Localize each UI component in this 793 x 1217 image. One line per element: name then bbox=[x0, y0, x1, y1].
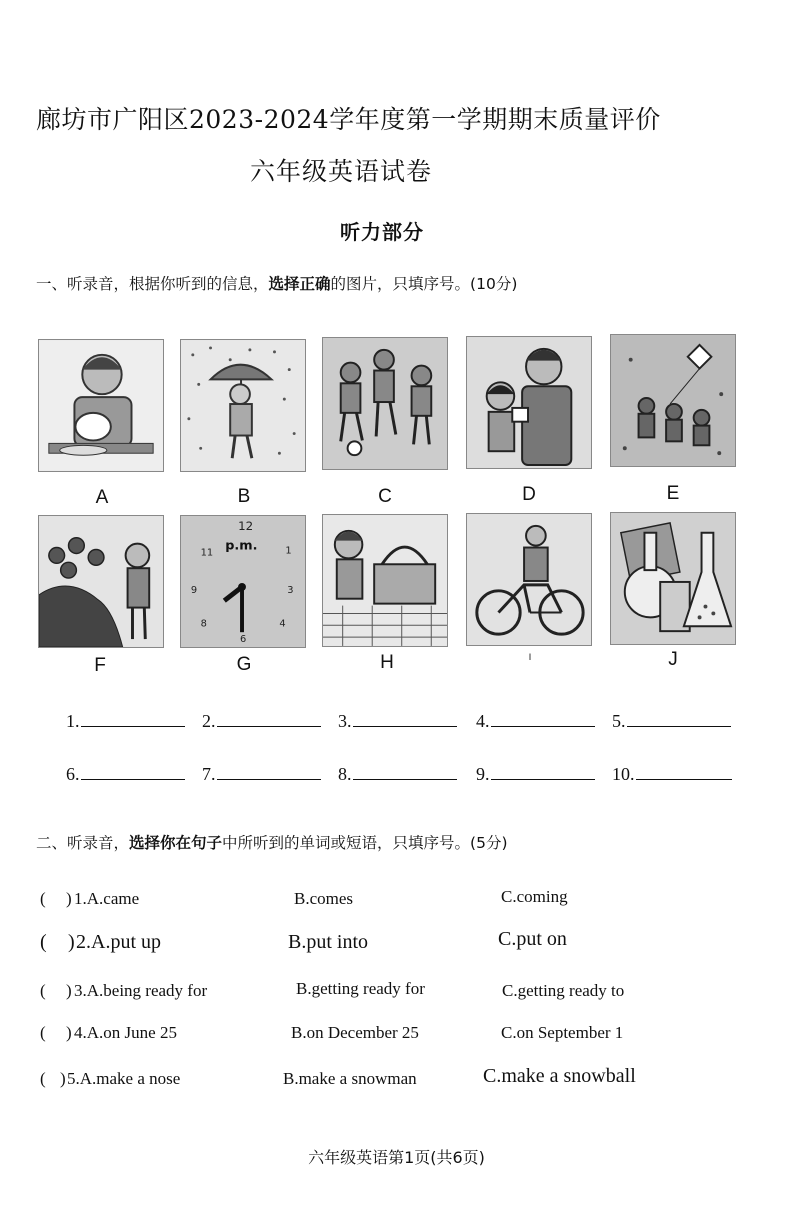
clock-pm-label: p.m. bbox=[225, 538, 258, 554]
picture-letter: D bbox=[522, 484, 536, 505]
part2-bold: 选择你在句子 bbox=[129, 834, 223, 852]
picture-letter: F bbox=[94, 655, 106, 676]
picnic-basket-icon bbox=[323, 515, 447, 646]
option-b: B.comes bbox=[294, 889, 354, 908]
umbrella-rain-icon bbox=[181, 340, 305, 471]
clock-icon bbox=[181, 516, 305, 647]
flasks-icon bbox=[611, 513, 735, 644]
picture-b bbox=[180, 339, 306, 472]
option-c: C.make a snowball bbox=[483, 1065, 636, 1087]
part2-instruction bbox=[36, 831, 508, 853]
blank-number: 4. bbox=[476, 711, 490, 731]
picture-letter: J bbox=[668, 649, 678, 670]
picture-h bbox=[322, 514, 448, 647]
picture-i bbox=[466, 513, 592, 646]
picture-j bbox=[610, 512, 736, 645]
option-a: 1.A.came bbox=[74, 889, 140, 908]
picture-a bbox=[38, 339, 164, 472]
option-a: 2.A.put up bbox=[76, 931, 161, 953]
answer-paren-right: ) bbox=[66, 889, 72, 908]
svg-text:8: 8 bbox=[200, 618, 207, 630]
option-b: B.on December 25 bbox=[291, 1023, 419, 1042]
answer-blank[interactable] bbox=[476, 711, 595, 732]
answer-paren-left[interactable]: ( bbox=[40, 981, 46, 1000]
blank-number: 1. bbox=[66, 711, 80, 731]
blank-number: 2. bbox=[202, 711, 216, 731]
blank-number: 7. bbox=[202, 764, 216, 784]
part1-number: 一、 bbox=[36, 275, 68, 293]
page-footer: 六年级英语第1页(共6页) bbox=[308, 1148, 485, 1167]
part2-text: 听录音， bbox=[67, 834, 130, 852]
answer-paren-left[interactable]: ( bbox=[40, 1023, 46, 1042]
question-row-4 bbox=[40, 1023, 760, 1049]
answer-blank[interactable] bbox=[476, 764, 595, 785]
part1-text: 听录音，根据你听到的信息， bbox=[67, 275, 269, 293]
answer-blank[interactable] bbox=[202, 764, 321, 785]
picture-d bbox=[466, 336, 592, 469]
exam-title: 廊坊市广阳区2023-2024学年度第一学期期末质量评价 bbox=[36, 105, 661, 134]
option-c: C.put on bbox=[498, 928, 567, 950]
picture-letter: B bbox=[237, 486, 251, 507]
kite-children-icon bbox=[611, 335, 735, 466]
part1-instruction bbox=[36, 272, 517, 294]
part1-bold: 选择正确 bbox=[268, 275, 331, 293]
picture-letter: E bbox=[666, 483, 680, 504]
father-gift-icon bbox=[467, 337, 591, 468]
svg-text:12: 12 bbox=[238, 518, 254, 533]
picture-f bbox=[38, 515, 164, 648]
option-c: C.on September 1 bbox=[501, 1023, 624, 1042]
svg-text:6: 6 bbox=[240, 634, 247, 646]
picture-g bbox=[180, 515, 306, 648]
svg-text:1: 1 bbox=[285, 545, 292, 557]
question-row-3 bbox=[40, 981, 760, 1007]
option-b: B.put into bbox=[288, 931, 369, 953]
answer-blank[interactable] bbox=[338, 711, 457, 732]
option-b: B.getting ready for bbox=[296, 979, 425, 998]
answer-blank[interactable] bbox=[338, 764, 457, 785]
blank-number: 10. bbox=[612, 764, 635, 784]
exam-subtitle: 六年级英语试卷 bbox=[250, 157, 433, 186]
option-a: 4.A.on June 25 bbox=[74, 1023, 177, 1042]
answer-paren-left[interactable]: ( bbox=[40, 931, 47, 953]
blank-number: 6. bbox=[66, 764, 80, 784]
picture-e bbox=[610, 334, 736, 467]
svg-text:9: 9 bbox=[190, 584, 198, 596]
picture-c bbox=[322, 337, 448, 470]
part2-text2: 中所听到的单词或短语，只填序号。(5分) bbox=[222, 834, 508, 852]
question-row-1 bbox=[40, 889, 760, 915]
picture-letter: C bbox=[378, 486, 392, 507]
option-c: C.coming bbox=[501, 887, 568, 906]
answer-blank[interactable] bbox=[612, 764, 732, 785]
answer-paren-left[interactable]: ( bbox=[40, 889, 46, 908]
answer-paren-right: ) bbox=[66, 981, 72, 1000]
boy-washing-dishes-icon bbox=[39, 340, 163, 471]
football-boys-icon bbox=[323, 338, 447, 469]
answer-blank[interactable] bbox=[66, 764, 185, 785]
svg-text:4: 4 bbox=[279, 618, 286, 630]
picture-letter: A bbox=[95, 487, 109, 508]
bike-icon bbox=[467, 514, 591, 645]
svg-text:3: 3 bbox=[287, 584, 294, 596]
question-row-2 bbox=[40, 928, 760, 957]
answer-paren-right: ) bbox=[60, 1069, 66, 1088]
blank-number: 9. bbox=[476, 764, 490, 784]
question-row-5 bbox=[40, 1065, 760, 1095]
part1-text2: 的图片，只填序号。(10分) bbox=[330, 275, 518, 293]
section-heading: 听力部分 bbox=[340, 220, 424, 244]
option-c: C.getting ready to bbox=[502, 981, 625, 1000]
svg-text:11: 11 bbox=[200, 547, 214, 559]
picture-letter: G bbox=[236, 654, 252, 675]
picture-letter: I bbox=[528, 652, 532, 662]
blank-number: 8. bbox=[338, 764, 352, 784]
option-b: B.make a snowman bbox=[283, 1069, 417, 1088]
answer-paren-left[interactable]: ( bbox=[40, 1069, 46, 1088]
blank-number: 5. bbox=[612, 711, 626, 731]
option-a: 5.A.make a nose bbox=[67, 1069, 181, 1088]
answer-blank[interactable] bbox=[612, 711, 731, 732]
answer-blank[interactable] bbox=[66, 711, 185, 732]
watering-flowers-icon bbox=[39, 516, 163, 647]
picture-letter: H bbox=[380, 652, 394, 673]
blank-number: 3. bbox=[338, 711, 352, 731]
answer-paren-right: ) bbox=[68, 931, 75, 953]
answer-paren-right: ) bbox=[66, 1023, 72, 1042]
answer-blank[interactable] bbox=[202, 711, 321, 732]
option-a: 3.A.being ready for bbox=[74, 981, 208, 1000]
part2-number: 二、 bbox=[36, 834, 68, 852]
